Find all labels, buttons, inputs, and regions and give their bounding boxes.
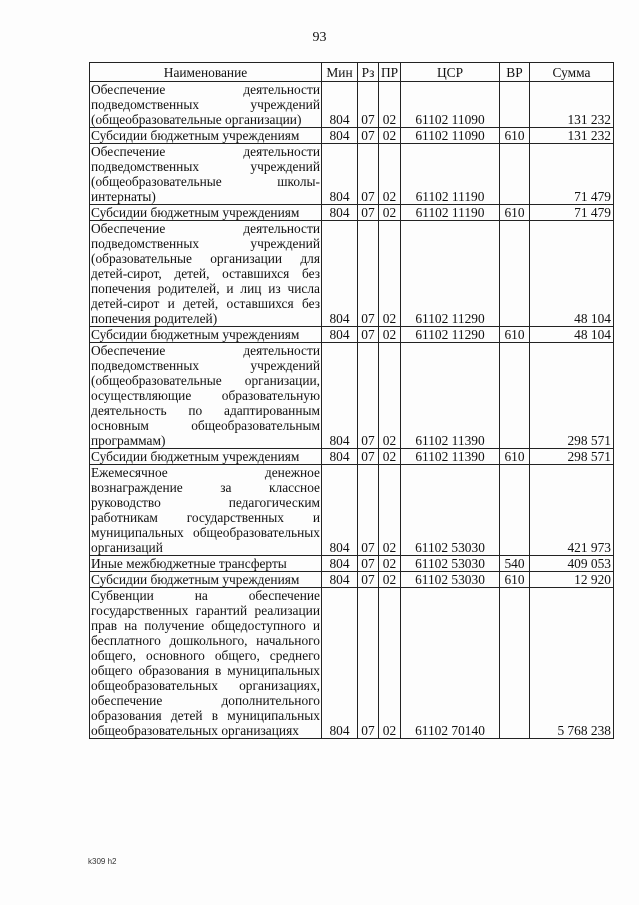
cell-sum: 48 104 [530,327,614,343]
cell-sum: 131 232 [530,82,614,128]
cell-csr: 61102 11090 [401,128,500,144]
header-min: Мин [322,63,358,82]
cell-rz: 07 [358,82,379,128]
cell-min: 804 [322,465,358,556]
cell-pr: 02 [379,556,401,572]
cell-vr [500,82,530,128]
cell-rz: 07 [358,449,379,465]
header-sum: Сумма [530,63,614,82]
cell-min: 804 [322,205,358,221]
cell-pr: 02 [379,572,401,588]
cell-sum: 12 920 [530,572,614,588]
cell-rz: 07 [358,144,379,205]
cell-sum: 298 571 [530,343,614,449]
cell-sum: 298 571 [530,449,614,465]
cell-vr [500,221,530,327]
cell-csr: 61102 53030 [401,465,500,556]
cell-min: 804 [322,588,358,739]
cell-min: 804 [322,327,358,343]
cell-sum: 131 232 [530,128,614,144]
cell-pr: 02 [379,449,401,465]
cell-min: 804 [322,144,358,205]
cell-vr [500,144,530,205]
cell-min: 804 [322,128,358,144]
table-row [90,327,614,343]
cell-min: 804 [322,82,358,128]
cell-pr: 02 [379,144,401,205]
cell-rz: 07 [358,556,379,572]
table-row [90,588,614,739]
budget-table [89,62,614,739]
header-pr: ПР [379,63,401,82]
cell-name: Субсидии бюджетным учреждениям [90,449,322,465]
cell-vr [500,343,530,449]
cell-name: Субсидии бюджетным учреждениям [90,128,322,144]
cell-name: Субвенции на обеспечение государственных гарантий реализации прав на получение общедоступного и бесплатного дошкольного, начального общего, основного общего, среднего общего образования в муниципальных общеобразовательных организациях, обеспечение дополнительного образования детей в муниципальных общеобразовательных организациях [91,588,320,738]
cell-name: Субсидии бюджетным учреждениям [90,205,322,221]
cell-rz: 07 [358,572,379,588]
page-number: 93 [312,30,327,45]
cell-vr [500,588,530,739]
cell-name: Ежемесячное денежное вознаграждение за классное руководство педагогическим работникам государственных и муниципальных общеобразовательных организаций [91,465,320,555]
cell-vr [500,465,530,556]
header-rz: Рз [358,63,379,82]
cell-sum: 48 104 [530,221,614,327]
cell-name: Иные межбюджетные трансферты [90,556,322,572]
cell-sum: 71 479 [530,205,614,221]
cell-vr: 610 [500,128,530,144]
table-row [90,465,614,556]
table-row [90,572,614,588]
table-row [90,82,614,128]
cell-name: Обеспечение деятельности подведомственных учреждений (общеобразовательные организации) [91,82,320,127]
cell-csr: 61102 11190 [401,205,500,221]
cell-csr: 61102 11290 [401,221,500,327]
cell-name: Обеспечение деятельности подведомственных учреждений (общеобразовательные школы-интернаты) [91,144,320,204]
header-vr: ВР [500,63,530,82]
cell-vr: 610 [500,572,530,588]
header-csr: ЦСР [401,63,500,82]
cell-csr: 61102 53030 [401,572,500,588]
cell-csr: 61102 11090 [401,82,500,128]
cell-sum: 409 053 [530,556,614,572]
cell-name: Субсидии бюджетным учреждениям [90,327,322,343]
cell-rz: 07 [358,588,379,739]
cell-pr: 02 [379,205,401,221]
table-row [90,205,614,221]
cell-name: Субсидии бюджетным учреждениям [90,572,322,588]
cell-name: Обеспечение деятельности подведомственных учреждений (общеобразовательные организации, осуществляющие образовательную деятельность по адаптированным основным общеобразовательным программам) [91,343,320,448]
cell-rz: 07 [358,465,379,556]
cell-pr: 02 [379,343,401,449]
cell-csr: 61102 11390 [401,343,500,449]
cell-rz: 07 [358,221,379,327]
cell-vr: 610 [500,327,530,343]
cell-pr: 02 [379,82,401,128]
footer-code: k309 h2 [88,857,117,866]
cell-vr: 610 [500,449,530,465]
cell-sum: 421 973 [530,465,614,556]
cell-min: 804 [322,221,358,327]
cell-pr: 02 [379,128,401,144]
cell-pr: 02 [379,327,401,343]
cell-csr: 61102 11190 [401,144,500,205]
cell-vr: 540 [500,556,530,572]
cell-min: 804 [322,556,358,572]
cell-sum: 71 479 [530,144,614,205]
cell-csr: 61102 11390 [401,449,500,465]
cell-name: Обеспечение деятельности подведомственных учреждений (образовательные организации для детей-сирот, детей, оставшихся без попечения родителей, и лиц из числа детей-сирот и детей, оставшихся без попечения родителей) [91,221,320,326]
table-row [90,343,614,449]
cell-rz: 07 [358,343,379,449]
cell-rz: 07 [358,205,379,221]
table-row [90,449,614,465]
table-row [90,128,614,144]
table-row [90,221,614,327]
cell-min: 804 [322,572,358,588]
cell-min: 804 [322,343,358,449]
header-row [90,63,614,82]
cell-vr: 610 [500,205,530,221]
table-row [90,556,614,572]
cell-rz: 07 [358,327,379,343]
cell-csr: 61102 70140 [401,588,500,739]
table-row [90,144,614,205]
cell-pr: 02 [379,588,401,739]
header-name: Наименование [90,63,322,82]
cell-csr: 61102 53030 [401,556,500,572]
cell-pr: 02 [379,465,401,556]
cell-csr: 61102 11290 [401,327,500,343]
cell-min: 804 [322,449,358,465]
cell-pr: 02 [379,221,401,327]
cell-sum: 5 768 238 [530,588,614,739]
cell-rz: 07 [358,128,379,144]
